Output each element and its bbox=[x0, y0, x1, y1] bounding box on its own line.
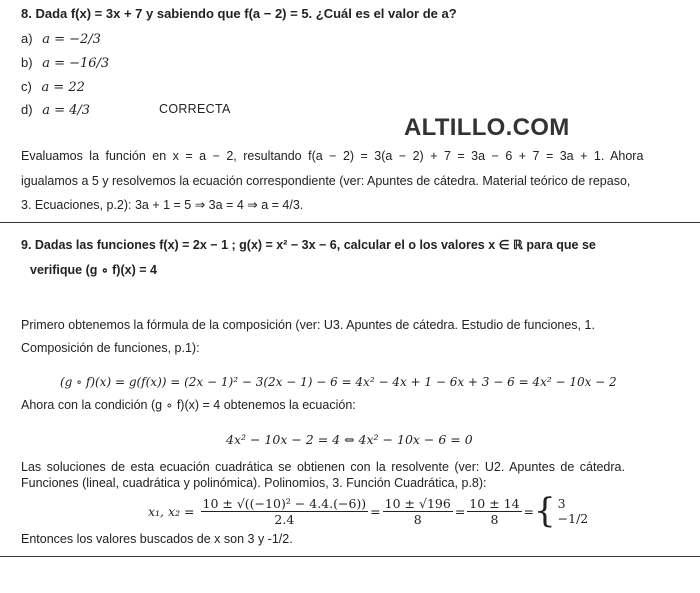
q8-explanation-line3: 3. Ecuaciones, p.2): 3a + 1 = 5 ⇒ 3a = 4 ⇒ a = 4/3. bbox=[21, 198, 304, 212]
correct-tag: CORRECTA bbox=[159, 102, 231, 116]
q9-para2-line2: Funciones (lineal, cuadrática y polinómica). Polinomios, 3. Función Cuadrática, p.8): bbox=[21, 476, 487, 490]
fraction-3-numerator: 10 ± 14 bbox=[469, 495, 520, 511]
fraction-2-denominator: 8 bbox=[413, 511, 422, 527]
divider bbox=[0, 556, 700, 557]
q9-para2-line1: Las soluciones de esta ecuación cuadrática se obtienen con la resolvente (ver: U2. Apuntes de cátedra. bbox=[21, 460, 625, 474]
quadratic-formula bbox=[148, 491, 589, 531]
q8-title bbox=[21, 6, 457, 21]
q8-option-a bbox=[21, 31, 101, 47]
fraction-3 bbox=[467, 496, 521, 527]
option-label: a) bbox=[21, 31, 33, 46]
equals-sign: = bbox=[523, 503, 535, 519]
q9-para1-line2: Composición de funciones, p.1): bbox=[21, 341, 200, 355]
solution-1: 3 bbox=[557, 496, 566, 511]
solution-values bbox=[558, 496, 589, 526]
fraction-2 bbox=[383, 496, 453, 527]
q9-para1-line1: Primero obtenemos la fórmula de la composición (ver: U3. Apuntes de cátedra. Estudio de funciones, 1. bbox=[21, 318, 595, 332]
quadratic-equation: 4x² − 10x − 2 = 4 ⇔ 4x² − 10x − 6 = 0 bbox=[226, 432, 473, 447]
option-value: a = −16/3 bbox=[42, 56, 110, 71]
option-label: d) bbox=[21, 102, 33, 117]
q9-title-line2: verifique (g ∘ f)(x) = 4 bbox=[30, 263, 157, 277]
watermark-logo: ALTILLO.COM bbox=[404, 114, 570, 141]
option-value: a = 4/3 bbox=[42, 103, 91, 118]
q8-option-d bbox=[21, 102, 90, 118]
option-label: b) bbox=[21, 55, 33, 70]
fraction-3-denominator: 8 bbox=[490, 511, 499, 527]
q8-explanation-line1: Evaluamos la función en x = a − 2, resultando f(a − 2) = 3(a − 2) + 7 = 3a − 6 + 7 = 3a + 1. Ahora bbox=[21, 149, 644, 163]
fraction-1-denominator: 2.4 bbox=[274, 511, 295, 527]
brace-icon: { bbox=[534, 491, 556, 531]
composition-formula: (g ∘ f)(x) = g(f(x)) = (2x − 1)² − 3(2x − 1) − 6 = 4x² − 4x + 1 − 6x + 3 − 6 = 4x² − 10x − 2 bbox=[60, 375, 617, 389]
divider bbox=[0, 222, 700, 223]
formula-lhs: x₁, x₂ = bbox=[148, 503, 195, 519]
conclusion-text: Entonces los valores buscados de x son 3 y -1/2. bbox=[21, 532, 293, 546]
fraction-1 bbox=[201, 496, 369, 527]
condition-text: Ahora con la condición (g ∘ f)(x) = 4 obtenemos la ecuación: bbox=[21, 398, 356, 412]
equals-sign: = bbox=[370, 503, 381, 519]
solution-2: −1/2 bbox=[557, 511, 589, 526]
q8-explanation-line2: igualamos a 5 y resolvemos la ecuación correspondiente (ver: Apuntes de cátedra. Material teórico de repaso, bbox=[21, 174, 631, 188]
option-value: a = 22 bbox=[41, 80, 85, 95]
q8-option-c bbox=[21, 79, 85, 95]
equals-sign: = bbox=[454, 503, 466, 519]
solution-brace bbox=[534, 491, 589, 531]
q8-title-text: 8. Dada f(x) = 3x + 7 y sabiendo que f(a − 2) = 5. ¿Cuál es el valor de a? bbox=[21, 6, 457, 21]
q9-title-line1: 9. Dadas las funciones f(x) = 2x − 1 ; g(x) = x² − 3x − 6, calcular el o los valores x ∈ ℝ para que se bbox=[21, 238, 596, 252]
option-value: a = −2/3 bbox=[42, 32, 101, 47]
fraction-1-numerator: 10 ± √((−10)² − 4.4.(−6)) bbox=[202, 495, 367, 511]
q8-option-b bbox=[21, 55, 109, 71]
fraction-2-numerator: 10 ± √196 bbox=[384, 495, 451, 511]
option-label: c) bbox=[21, 79, 32, 94]
